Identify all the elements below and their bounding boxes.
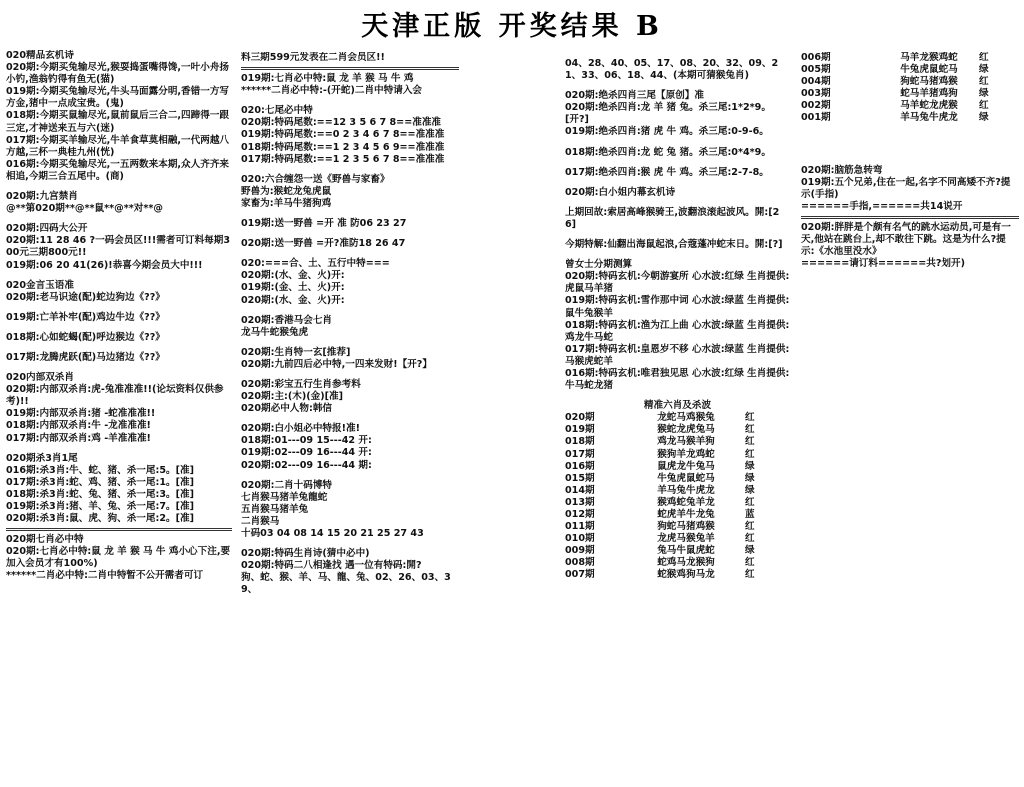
spacer: [6, 304, 232, 312]
spacer: [241, 371, 459, 379]
period-cell: 002期: [801, 100, 831, 112]
text-line: 狗、蛇、猴、羊、马、龍、兔、02、26、03、39、: [241, 572, 451, 596]
text-line: 019期:今期买兔输尽光,牛头马面露分明,香错一方写方金,猪中一点成宝贵。(鬼): [6, 86, 230, 110]
period-cell: 018期: [565, 436, 595, 448]
period-cell: 020期: [565, 412, 595, 424]
text-line: 018期:01---09 15---42 开:: [241, 435, 372, 447]
zodiac-cell: 蛇虎羊牛龙兔: [657, 509, 715, 520]
zodiac-cell: 马羊蛇龙虎猴: [900, 100, 958, 112]
divider: [241, 67, 459, 70]
table-row: [565, 473, 790, 485]
text-line: 019期:06 20 41(26)!恭喜今期会员大中!!!: [6, 259, 203, 271]
color-cell: 绿: [745, 460, 755, 472]
text-line: ******二肖必中特:-(开蛇)二肖中特请入会: [241, 85, 423, 97]
text-line: 020期:主:(木)(金)[准]: [241, 391, 343, 403]
text-line: ******二肖必中特:二肖中特暂不公开需者可订: [6, 570, 204, 582]
zodiac-cell: 羊马兔牛虎龙: [900, 112, 958, 124]
column-1: [6, 50, 232, 583]
period-cell: 016期: [565, 460, 595, 472]
table-row: [565, 557, 790, 569]
zodiac-cell: 猴蛇龙虎兔马: [657, 424, 715, 436]
color-cell: 红: [745, 533, 755, 545]
spacer: [6, 344, 232, 352]
text-line: 019期:02---09 16---44 开:: [241, 447, 372, 459]
spacer: [241, 540, 459, 548]
spacer: [6, 272, 232, 280]
text-line: 020期:彩宝五行生肖参考料: [241, 378, 361, 390]
table-row: [801, 100, 1019, 112]
text-line: 野兽为:猴蛇龙兔虎鼠: [241, 185, 332, 197]
text-line: 019期:五个兄弟,住在一起,名字不同高矮不齐?提示(手指): [801, 176, 1011, 200]
spacer: [241, 230, 459, 238]
zodiac-cell: 龙蛇马鸡猴兔: [657, 412, 715, 424]
spacer: [565, 139, 790, 147]
text-line: 020期:绝杀四肖三尾【原创】准: [565, 90, 704, 102]
text-line: 020期:特码尾数:==12 3 5 6 7 8==准准准: [241, 117, 442, 129]
period-cell: 011期: [565, 521, 595, 533]
text-line: 020期:特码二八相逢找 遇一位有特码:開?: [241, 560, 422, 572]
period-cell: 003期: [801, 88, 831, 100]
text-line: 017期:杀3肖:蛇、鸡、猪、杀一尾:1。[准]: [6, 476, 194, 488]
zodiac-cell: 猴鸡蛇兔羊龙: [657, 496, 715, 508]
spacer: [565, 179, 790, 187]
period-cell: 012期: [565, 509, 595, 520]
text-line: 曾女士分期测算: [565, 259, 633, 271]
zodiac-cell: 猴狗羊龙鸡蛇: [657, 448, 715, 460]
zodiac-cell: 蛇鸡马龙猴狗: [657, 557, 715, 569]
text-line: 019期:绝杀四肖:猪 虎 牛 鸡。杀三尾:0-9-6。: [565, 126, 769, 138]
divider: [801, 216, 1019, 219]
text-line: 020期:香港马会七肖: [241, 314, 333, 326]
text-line: 020期:02---09 16---44 期:: [241, 459, 372, 471]
text-line: 家畜为:羊马牛猪狗鸡: [241, 197, 332, 209]
period-cell: 017期: [565, 448, 595, 460]
spacer: [6, 445, 232, 453]
table-row: [801, 112, 1019, 124]
period-cell: 015期: [565, 472, 595, 484]
color-cell: 红: [745, 569, 755, 581]
period-cell: 019期: [565, 424, 595, 436]
text-line: 016期:杀3肖:牛、蛇、猪、杀一尾:5。[准]: [6, 464, 194, 476]
spacer: [565, 82, 790, 90]
period-cell: 004期: [801, 76, 831, 88]
text-line: 018期:心如蛇蝎(配)呼边猴边《??》: [6, 331, 165, 343]
text-line: 020期:九宫禁肖: [6, 191, 78, 203]
text-line: 020期必中人物:韩信: [241, 403, 333, 415]
color-cell: 蓝: [745, 509, 755, 520]
text-line: 018期:杀3肖:蛇、兔、猪、杀一尾:3。[准]: [6, 488, 194, 500]
text-line: 020:六合缠怨一送《野兽与家畜》: [241, 173, 390, 185]
table-row: [565, 545, 790, 557]
zodiac-cell: 鼠虎龙牛兔马: [657, 460, 715, 472]
spacer: [565, 199, 790, 207]
text-line: 020金言玉语准: [6, 279, 74, 291]
six-zodiac-table-title: 精准六肖及杀波: [643, 400, 712, 412]
zodiac-cell: 蛇马羊猪鸡狗: [900, 88, 958, 100]
color-cell: 绿: [979, 112, 989, 124]
zodiac-cell: 兔马牛鼠虎蛇: [657, 545, 715, 557]
text-line: 今期特解:仙翻出海鼠起浪,合蔻蓬冲蛇末日。開:[?]: [565, 239, 783, 251]
text-line: 020:===合、土、五行中特===: [241, 258, 390, 270]
zodiac-cell: 蛇猴鸡狗马龙: [657, 569, 715, 581]
text-line: 020期:杀3肖:鼠、虎、狗、杀一尾:2。[准]: [6, 513, 194, 525]
spacer: [241, 166, 459, 174]
color-cell: 红: [745, 448, 755, 460]
table-row: [565, 569, 790, 581]
table-row: [801, 52, 1019, 64]
text-line: 019期:送一野兽 =开 准 防06 23 27: [241, 218, 407, 230]
period-cell: 006期: [801, 52, 831, 63]
text-line: 020期:(水、金、火)开:: [241, 294, 345, 306]
text-line: 020期:(水、金、火)开:: [241, 270, 345, 282]
color-cell: 绿: [979, 64, 989, 76]
six-zodiac-table-continued: [801, 52, 1019, 125]
color-cell: 红: [745, 412, 755, 424]
text-line: 料三期599元发表在二肖会员区!!: [241, 52, 385, 63]
text-line: 017期:龙腾虎跃(配)马边猪边《??》: [6, 351, 165, 363]
text-line: 十码03 04 08 14 15 20 21 25 27 43: [241, 528, 424, 539]
text-line: 020期杀3肖1尾: [6, 452, 78, 464]
text-line: 04、28、40、05、17、08、20、32、09、21、33、06、18、44、(本期可猜猴兔肖): [565, 58, 779, 82]
spacer: [241, 210, 459, 218]
text-line: 019期:特码玄机:雪作那中词 心水波:绿蓝 生肖提供:鼠牛兔猴羊: [565, 295, 790, 319]
period-cell: 008期: [565, 557, 595, 569]
spacer: [565, 231, 790, 239]
text-line: 019期:亡羊补牢(配)鸡边牛边《??》: [6, 311, 165, 323]
text-line: 020期:四码大公开: [6, 223, 88, 235]
text-line: 017期:绝杀四肖:猴 虎 牛 鸡。杀三尾:2-7-8。: [565, 166, 769, 178]
text-line: 019期:内部双杀肖:猪 -蛇准准准!!: [6, 408, 156, 420]
color-cell: 绿: [745, 484, 755, 496]
zodiac-cell: 牛兔虎鼠蛇马: [657, 472, 715, 484]
color-cell: 红: [745, 557, 755, 569]
text-line: 018期:特码尾数:==1 2 3 4 5 6 9==准准准: [241, 141, 445, 153]
color-cell: 红: [979, 100, 989, 112]
text-line: 020内部双杀肖: [6, 372, 74, 384]
zodiac-cell: 牛兔虎鼠蛇马: [900, 64, 958, 76]
text-line: 020期:白小姐必中特报!准!: [241, 423, 360, 435]
text-line: @**第020期**@**鼠**@**对**@: [6, 203, 163, 215]
six-zodiac-table: [565, 412, 790, 581]
text-line: 019期:特码尾数:==0 2 3 4 6 7 8==准准准: [241, 129, 445, 141]
period-cell: 001期: [801, 112, 831, 124]
text-line: 018期:内部双杀肖:牛 -龙准准准!: [6, 420, 151, 432]
text-line: 020期:九前四后必中特,一四来发财!【开?】: [241, 358, 432, 370]
text-line: 020精品玄机诗: [6, 50, 74, 61]
period-cell: 009期: [565, 545, 595, 557]
text-line: 020期:绝杀四肖:龙 羊 猪 兔。杀三尾:1*2*9。[开?]: [565, 102, 771, 126]
period-cell: 010期: [565, 533, 595, 545]
text-line: 016期:特码玄机:唯君独见思 心水波:红绿 生肖提供:牛马蛇龙猪: [565, 367, 790, 392]
text-line: 017期:特码尾数:==1 2 3 5 6 7 8==准准准: [241, 153, 445, 165]
color-cell: 绿: [745, 472, 755, 484]
text-line: 019期:(金、土、火)开:: [241, 282, 345, 294]
spacer: [6, 324, 232, 332]
text-line: 020期:11 28 46 ?一码会员区!!!需者可订料每期300元三期800元!!: [6, 235, 231, 259]
column-4: [801, 52, 1019, 270]
text-line: 018期:今期买鼠输尽光,鼠前鼠后三合二,四蹄得一跟三定,才神送来五与六(迷): [6, 110, 230, 134]
divider: [6, 528, 232, 531]
color-cell: 红: [745, 521, 755, 533]
text-line: 七肖猴马猪羊兔龍蛇: [241, 491, 328, 503]
table-row: [565, 533, 790, 545]
color-cell: 绿: [745, 545, 755, 557]
zodiac-cell: 龙虎马猴兔羊: [657, 533, 715, 545]
color-cell: 绿: [979, 88, 989, 100]
zodiac-cell: 马羊龙猴鸡蛇: [900, 52, 958, 63]
color-cell: 红: [979, 76, 989, 88]
text-line: 020期:七肖必中特:鼠 龙 羊 猴 马 牛 鸡小心下注,要加入会员才有100%): [6, 546, 231, 570]
table-row: [565, 461, 790, 473]
column-3-text: [565, 58, 790, 392]
text-line: 020:七尾必中特: [241, 105, 313, 117]
column-2: [241, 52, 459, 596]
spacer: [6, 364, 232, 372]
text-line: 020期:生肖特一玄[推荐]: [241, 346, 351, 358]
color-cell: 红: [745, 496, 755, 508]
text-line: 020期:内部双杀肖:虎-兔准准准!!(论坛资料仅供参考)!!: [6, 384, 224, 408]
color-cell: 红: [745, 424, 755, 436]
spacer: [565, 159, 790, 167]
spacer: [565, 251, 790, 259]
text-line: 020期:特码玄机:今朝游宴所 心水波:红绿 生肖提供:虎鼠马羊猪: [565, 271, 790, 295]
text-line: 017期:特码玄机:皇恩岁不移 心水波:绿蓝 生肖提供:马猴虎蛇羊: [565, 343, 790, 367]
text-line: 020期七肖必中特: [6, 534, 84, 546]
spacer: [241, 307, 459, 315]
period-cell: 014期: [565, 484, 595, 496]
page-title: 天津正版 开奖结果 B: [361, 11, 663, 42]
text-line: 五肖猴马猪羊兔: [241, 503, 309, 515]
text-line: 020期:送一野兽 =开?准防18 26 47: [241, 238, 406, 250]
text-line: 019期:七肖必中特:鼠 龙 羊 猴 马 牛 鸡: [241, 73, 414, 85]
text-line: 上期回故:索居高峰猴骑王,波翻浪滚起波风。開:[26]: [565, 206, 780, 230]
text-line: 018期:特码玄机:渔为江上曲 心水波:绿蓝 生肖提供:鸡龙牛马蛇: [565, 319, 790, 343]
column-3: [565, 58, 790, 582]
text-line: 龙马牛蛇猴兔虎: [241, 326, 309, 338]
table-row: [565, 521, 790, 533]
spacer: [241, 472, 459, 480]
text-line: 020期:今期买兔输尽光,猴耍捣蛋嘴得馋,一叶小舟扬小钓,渔翁钓得有鱼无(猫): [6, 62, 230, 86]
table-row: [565, 449, 790, 461]
text-line: 二肖猴马: [241, 515, 280, 527]
text-line: 020期:老马识途(配)蛇边狗边《??》: [6, 291, 165, 303]
table-row: [801, 64, 1019, 76]
text-line: 017期:内部双杀肖:鸡 -羊准准准!: [6, 432, 151, 444]
text-line: 020期:脑筋急转弯: [801, 164, 883, 176]
color-cell: 红: [745, 436, 755, 448]
zodiac-cell: 羊马兔牛虎龙: [657, 484, 715, 496]
table-row: [565, 497, 790, 509]
text-line: 019期:杀3肖:猪、羊、兔、杀一尾:7。[准]: [6, 501, 194, 512]
text-line: 020期:白小姐内幕玄机诗: [565, 186, 676, 198]
text-line: 018期:绝杀四肖:龙 蛇 兔 猪。杀三尾:0*4*9。: [565, 146, 771, 158]
table-row: [565, 485, 790, 497]
spacer: [6, 183, 232, 191]
table-row: [565, 412, 790, 424]
table-row: [565, 424, 790, 436]
period-cell: 013期: [565, 496, 595, 508]
table-row: [565, 509, 790, 521]
text-line: 017期:今期买羊输尽光,牛羊食草莫相融,一代两越八方越,三杯一典桂九州(恍): [6, 134, 230, 158]
period-cell: 007期: [565, 569, 595, 581]
table-row: [801, 88, 1019, 100]
zodiac-cell: 狗蛇马猪鸡猴: [900, 76, 958, 88]
text-line: 016期:今期买兔输尽光,一五两数来本期,众人齐齐来相追,今期三合五尾中。(商): [6, 158, 230, 182]
column-4-text: [801, 165, 1019, 271]
zodiac-cell: 鸡龙马猴羊狗: [657, 436, 715, 448]
text-line: 020期:二肖十码博特: [241, 479, 333, 491]
text-line: ======手指,======共14说开: [801, 200, 963, 212]
text-line: 020期:胖胖是个颇有名气的跳水运动员,可是有一天,他站在跳台上,却不敢往下跳。这是为什么?提示:《水池里没水》: [801, 221, 1011, 258]
table-row: [801, 76, 1019, 88]
zodiac-cell: 狗蛇马猪鸡猴: [657, 521, 715, 533]
color-cell: 红: [979, 52, 989, 63]
spacer: [241, 339, 459, 347]
text-line: ======请订料======共?划开): [801, 258, 965, 270]
text-line: 020期:特码生肖诗(猜中必中): [241, 548, 370, 560]
table-row: [565, 436, 790, 448]
period-cell: 005期: [801, 64, 831, 76]
